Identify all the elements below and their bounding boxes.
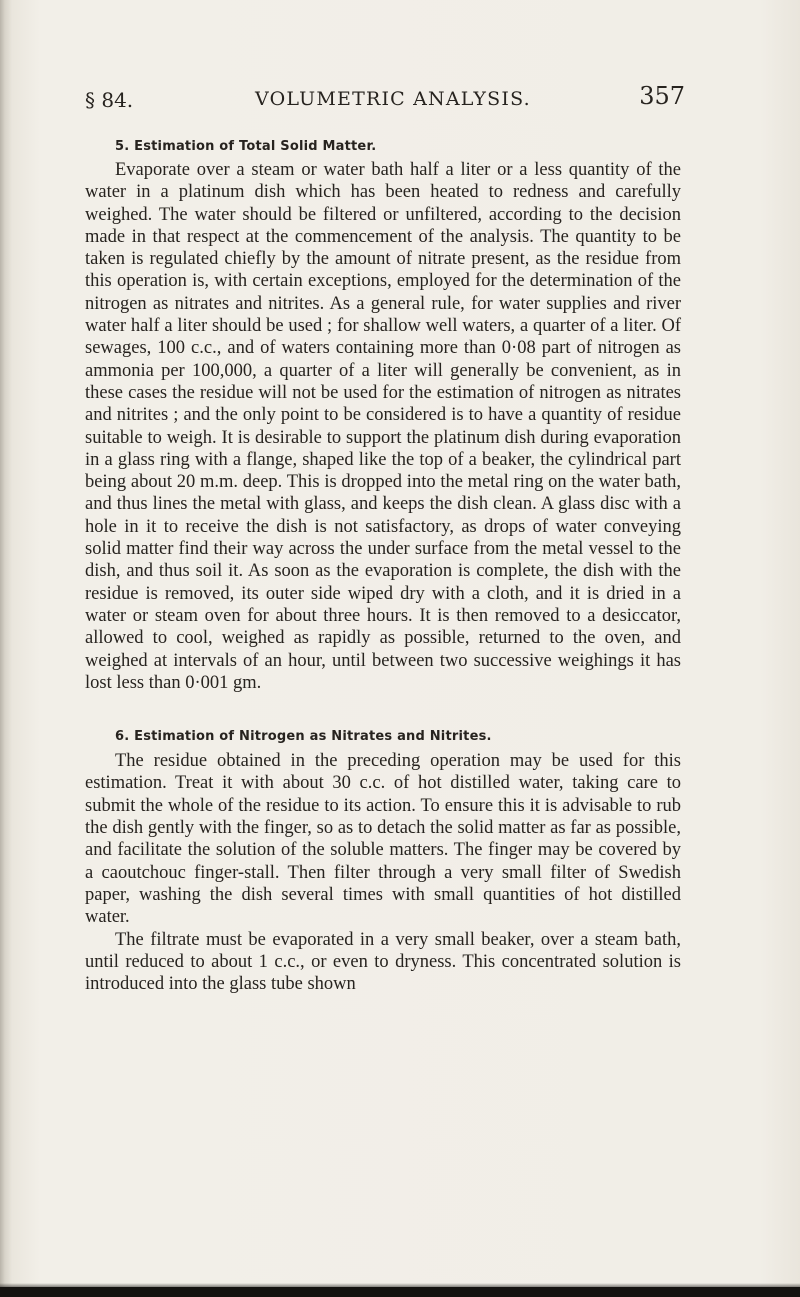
section-number: § 84. bbox=[85, 88, 134, 112]
paragraph-nitrogen-filtrate: The filtrate must be evaporated in a very small beaker, over a steam bath, until reduced to about 1 c.c., or even to dryness. This concentrated solution is introduced into the glass tube shown bbox=[85, 929, 681, 995]
scan-bottom-edge bbox=[0, 1287, 800, 1297]
paragraph-total-solid-matter: Evaporate over a steam or water bath half a liter or a less quantity of the water in a platinum dish which has been heated to redness and carefully weighed. The water should be filtered or unfiltered, according to the decision made in that respect at the commencement of the analysis. The quantity to be taken is regulated chiefly by the amount of nitrate present, as the residue from this operation is, with certain exceptions, employed for the determination of the nitrogen as nitrates and nitrites. As a general rule, for water supplies and river water half a liter should be used ; for shallow well waters, a quarter of a liter. Of sewages, 100 c.c., and of waters containing more than 0·08 part of nitrogen as ammonia per 100,000, a quarter of a liter will generally be convenient, as in these cases the residue will not be used for the estimation of nitrogen as nitrates and nitrites ; and the only point to be considered is to have a quantity of residue suitable to weigh. It is desirable to support the platinum dish during evaporation in a glass ring with a flange, shaped like the top of a beaker, the cylindrical part being about 20 m.m. deep. This is dropped into the metal ring on the water bath, and thus lines the metal with glass, and keeps the dish clean. A glass disc with a hole in it to receive the dish is not satisfactory, as drops of water conveying solid matter find their way across the under surface from the metal vessel to the dish, and thus soil it. As soon as the evaporation is complete, the dish with the residue is removed, its outer side wiped dry with a cloth, and it is dried in a water or steam oven for about three hours. It is then removed to a desiccator, allowed to cool, weighed as rapidly as possible, returned to the oven, and weighed at intervals of an hour, until between two successive weighings it has lost less than 0·001 gm. bbox=[85, 160, 681, 693]
section-heading-total-solid-matter: 5. Estimation of Total Solid Matter. bbox=[115, 139, 377, 154]
page-body bbox=[85, 139, 681, 995]
running-header bbox=[85, 82, 685, 118]
section-heading-nitrogen-nitrates: 6. Estimation of Nitrogen as Nitrates and Nitrites. bbox=[115, 729, 492, 745]
paragraph-nitrogen-residue: The residue obtained in the preceding operation may be used for this estimation. Treat it with about 30 c.c. of hot distilled water, taking care to submit the whole of the residue to its action. To ensure this it is advisable to rub the dish gently with the finger, so as to detach the solid matter as far as possible, and facilitate the solution of the soluble matters. The finger may be covered by a caoutchouc finger-stall. Then filter through a very small filter of Swedish paper, washing the dish several times with small quantities of hot distilled water. bbox=[85, 751, 681, 928]
running-title: VOLUMETRIC ANALYSIS. bbox=[255, 88, 531, 110]
page-number: 357 bbox=[639, 82, 685, 110]
page-gutter-shadow bbox=[0, 0, 12, 1297]
